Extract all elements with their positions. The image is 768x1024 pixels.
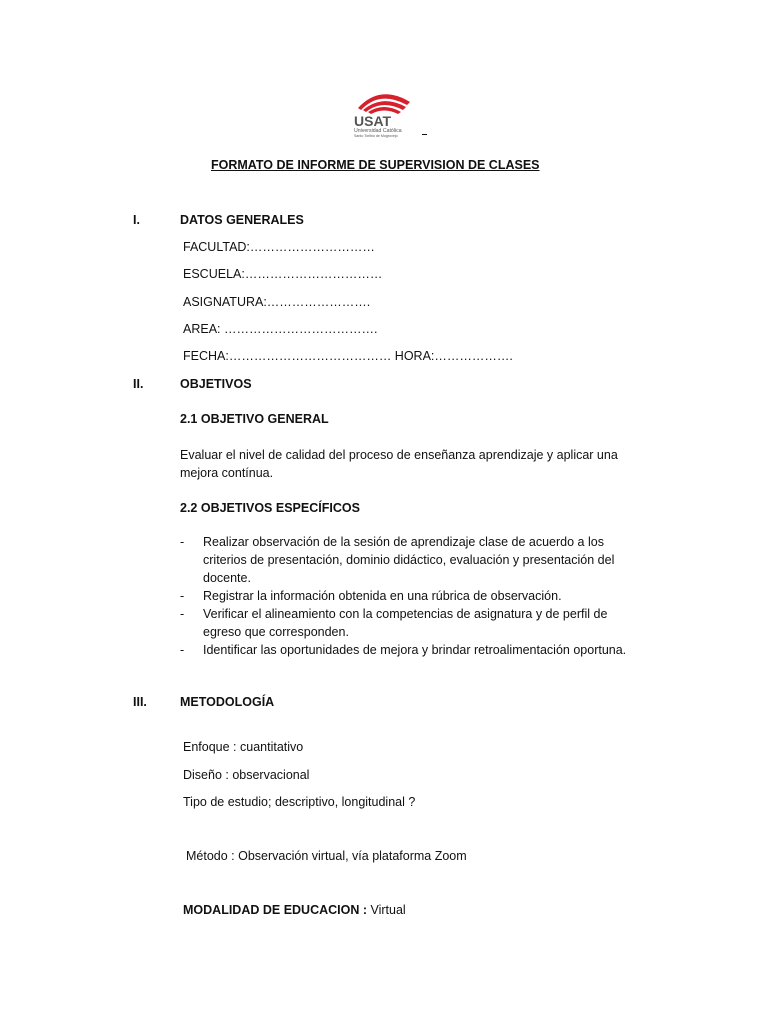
enfoque-line: Enfoque : cuantitativo <box>183 740 304 754</box>
section-2-number: II. <box>133 377 144 391</box>
section-2-heading: OBJETIVOS <box>180 377 252 391</box>
bullet-4-dash: - <box>180 643 185 657</box>
section-3-heading: METODOLOGÍA <box>180 695 275 709</box>
asignatura-field: ASIGNATURA:……………………. <box>183 295 371 309</box>
bullet-4-line-1: Identificar las oportunidades de mejora y brindar retroalimentación oportuna. <box>203 643 627 657</box>
diseno-line: Diseño : observacional <box>183 768 310 782</box>
bullet-3-line-1: Verificar el alineamiento con la competencias de asignatura y de perfil de <box>203 607 608 621</box>
objetivos-especificos-heading: 2.2 OBJETIVOS ESPECÍFICOS <box>180 501 360 515</box>
logo-text: USAT <box>354 113 392 129</box>
usat-logo <box>350 88 420 140</box>
logo-dash <box>422 134 427 135</box>
escuela-field: ESCUELA:…………………………… <box>183 267 383 281</box>
bullet-3-line-2: egreso que corresponden. <box>203 625 349 639</box>
modalidad-label: MODALIDAD DE EDUCACION : <box>183 903 371 917</box>
modalidad-line <box>183 901 406 919</box>
objetivo-general-line-2: mejora contínua. <box>180 466 274 480</box>
bullet-3-dash: - <box>180 607 185 621</box>
tipo-estudio-line: Tipo de estudio; descriptivo, longitudinal ? <box>183 795 416 809</box>
bullet-2-line-1: Registrar la información obtenida en una rúbrica de observación. <box>203 589 562 603</box>
metodo-line: Método : Observación virtual, vía plataforma Zoom <box>186 849 467 863</box>
objetivo-general-heading: 2.1 OBJETIVO GENERAL <box>180 412 329 426</box>
section-3-number: III. <box>133 695 147 709</box>
bullet-1-dash: - <box>180 535 185 549</box>
bullet-1-line-1: Realizar observación de la sesión de aprendizaje clase de acuerdo a los <box>203 535 604 549</box>
bullet-2-dash: - <box>180 589 185 603</box>
logo-subtitle-1: Universidad Católica <box>354 128 402 134</box>
section-1-heading: DATOS GENERALES <box>180 213 304 227</box>
logo-arcs <box>358 94 410 114</box>
fecha-hora-field: FECHA:………………………………… HORA:………………. <box>183 349 513 363</box>
facultad-field: FACULTAD:………………………… <box>183 240 375 254</box>
logo-subtitle-2: Santo Toribio de Mogrovejo <box>354 134 398 138</box>
page-title: FORMATO DE INFORME DE SUPERVISION DE CLASES <box>211 158 540 172</box>
objetivo-general-line-1: Evaluar el nivel de calidad del proceso de enseñanza aprendizaje y aplicar una <box>180 448 618 462</box>
modalidad-value: Virtual <box>370 903 406 917</box>
bullet-1-line-2: criterios de presentación, dominio didáctico, evaluación y presentación del <box>203 553 615 567</box>
bullet-1-line-3: docente. <box>203 571 251 585</box>
section-1-number: I. <box>133 213 140 227</box>
area-field: AREA: ………………………………. <box>183 322 378 336</box>
